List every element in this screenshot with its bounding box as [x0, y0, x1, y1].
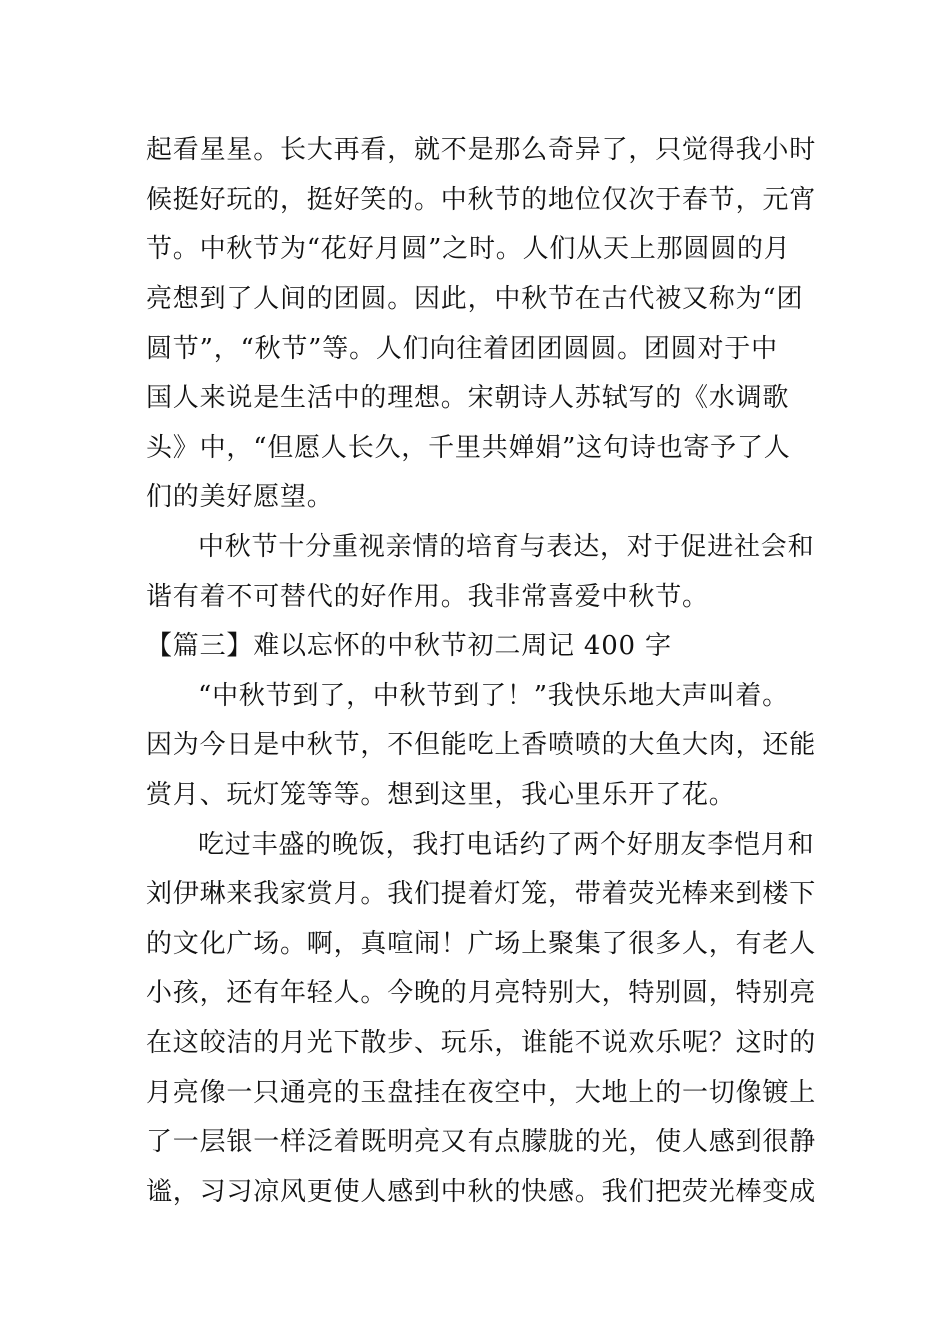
text-line: 在这皎洁的月光下散步、玩乐，谁能不说欢乐呢？这时的 [146, 1028, 817, 1058]
text-line: 了一层银一样泛着既明亮又有点朦胧的光，使人感到很静 [146, 1127, 817, 1157]
text-line: 月亮像一只通亮的玉盘挂在夜空中，大地上的一切像镀上 [146, 1078, 817, 1108]
text-line: 圆节”，“秋节”等。人们向往着团团圆圆。团圆对于中 [146, 334, 778, 364]
text-line: 节。中秋节为“花好月圆”之时。人们从天上那圆圆的月 [146, 234, 791, 264]
text-line: 的文化广场。啊，真喧闹！广场上聚集了很多人，有老人 [146, 929, 817, 959]
text-line: 因为今日是中秋节，不但能吃上香喷喷的大鱼大肉，还能 [146, 730, 817, 760]
text-line: 赏月、玩灯笼等等。想到这里，我心里乐开了花。 [146, 780, 736, 810]
text-line: 谧，习习凉风更使人感到中秋的快感。我们把荧光棒变成 [146, 1177, 817, 1207]
paragraph-first-line: 吃过丰盛的晚饭，我打电话约了两个好朋友李恺月和 [198, 830, 815, 860]
text-line: 们的美好愿望。 [146, 482, 334, 512]
text-line: 谐有着不可替代的好作用。我非常喜爱中秋节。 [146, 582, 709, 612]
text-line: 刘伊琳来我家赏月。我们提着灯笼，带着荧光棒来到楼下 [146, 879, 817, 909]
paragraph-first-line: “中秋节到了，中秋节到了！”我快乐地大声叫着。 [198, 681, 789, 711]
text-line: 小孩，还有年轻人。今晚的月亮特别大，特别圆，特别亮 [146, 978, 817, 1008]
text-line: 候挺好玩的，挺好笑的。中秋节的地位仅次于春节，元宵 [146, 185, 817, 215]
text-line: 起看星星。长大再看，就不是那么奇异了，只觉得我小时 [146, 135, 817, 165]
section-heading: 【篇三】难以忘怀的中秋节初二周记 400 字 [146, 631, 672, 661]
text-line: 亮想到了人间的团圆。因此，中秋节在古代被又称为“团 [146, 284, 804, 314]
paragraph-first-line: 中秋节十分重视亲情的培育与表达，对于促进社会和 [198, 532, 815, 562]
text-line: 头》中，“但愿人长久，千里共婵娟”这句诗也寄予了人 [146, 433, 791, 463]
text-line: 国人来说是生活中的理想。宋朝诗人苏轼写的《水调歌 [146, 383, 790, 413]
